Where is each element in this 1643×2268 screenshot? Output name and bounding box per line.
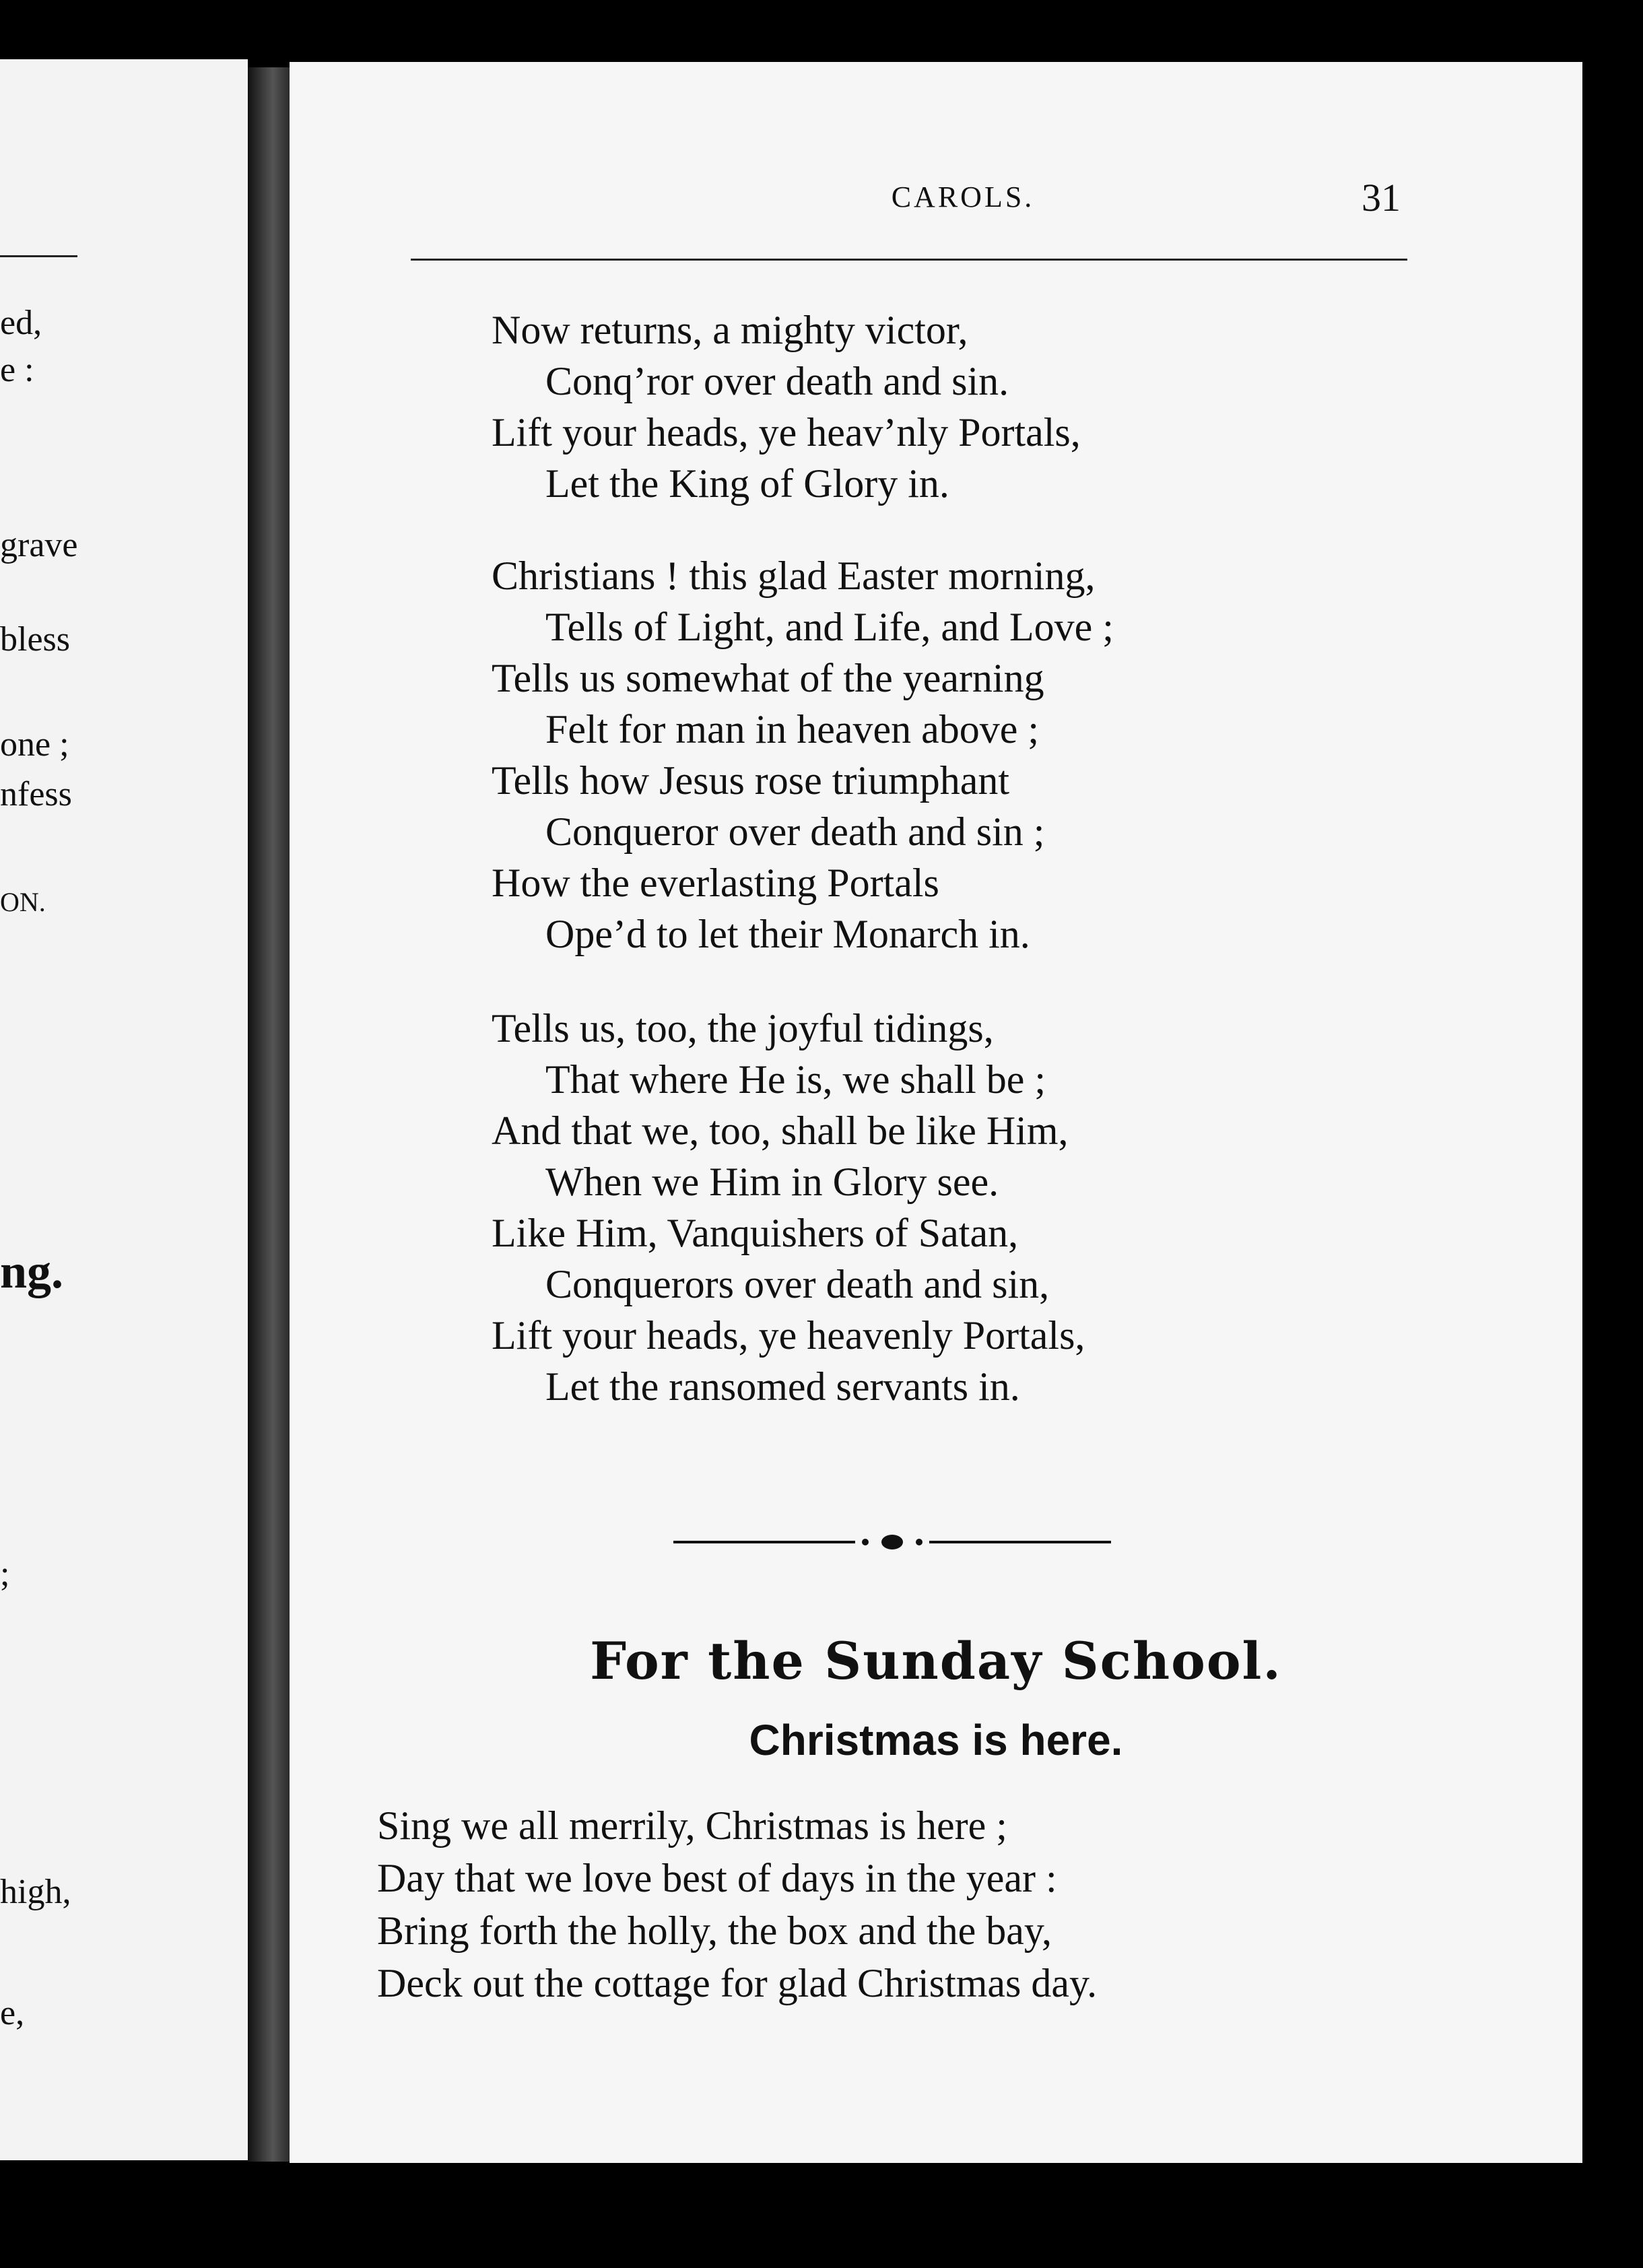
poem-line: Like Him, Vanquishers of Satan, <box>492 1211 1019 1255</box>
poem-line: Now returns, a mighty victor, <box>492 308 968 352</box>
poem-line: Let the King of Glory in. <box>545 461 949 506</box>
left-fragment: e : <box>0 351 34 389</box>
poem-line: Let the ransomed servants in. <box>545 1364 1020 1409</box>
left-fragment: ON. <box>0 887 46 917</box>
page <box>290 62 1582 2163</box>
song-title: Christmas is here. <box>749 1716 1123 1764</box>
poem-line: Tells us, too, the joyful tidings, <box>492 1006 994 1050</box>
poem-line: How the everlasting Portals <box>492 861 939 905</box>
header-rule <box>411 259 1407 261</box>
poem-line: Tells of Light, and Life, and Love ; <box>545 605 1114 649</box>
poem-line: And that we, too, shall be like Him, <box>492 1108 1069 1153</box>
poem-line: Felt for man in heaven above ; <box>545 707 1040 752</box>
left-fragment: ; <box>0 1555 10 1593</box>
poem-line: Conq’ror over death and sin. <box>545 359 1009 403</box>
page-number: 31 <box>1362 176 1401 220</box>
page-header <box>290 62 1582 264</box>
song-line: Day that we love best of days in the year : <box>377 1856 1057 1900</box>
poem-line: Lift your heads, ye heav’nly Portals, <box>492 410 1081 455</box>
poem-line: When we Him in Glory see. <box>545 1160 999 1204</box>
left-fragment: one ; <box>0 725 69 764</box>
running-title: CAROLS. <box>891 180 1035 213</box>
left-fragment: ed, <box>0 304 42 342</box>
left-fragment: grave <box>0 526 78 564</box>
poem-line: Conqueror over death and sin ; <box>545 809 1045 854</box>
poem-line: Tells us somewhat of the yearning <box>492 656 1044 700</box>
poem-line: Ope’d to let their Monarch in. <box>545 912 1030 956</box>
left-fragment-heading: ng. <box>0 1244 64 1298</box>
song-line: Sing we all merrily, Christmas is here ; <box>377 1803 1007 1848</box>
left-fragment: e, <box>0 1994 25 2032</box>
poem-stanza <box>492 1003 1434 1412</box>
left-header-rule <box>0 255 77 257</box>
song-line: Bring forth the holly, the box and the bay, <box>377 1908 1052 1953</box>
poem-stanza <box>492 304 1434 509</box>
poem-stanza <box>492 550 1434 960</box>
poem-line: Christians ! this glad Easter morning, <box>492 554 1096 598</box>
left-facing-page <box>0 59 248 2160</box>
left-fragment: nfess <box>0 775 72 813</box>
left-fragment: bless <box>0 620 70 659</box>
ornament-divider <box>673 1532 1111 1552</box>
section-title: For the Sunday School. <box>590 1631 1282 1691</box>
song-line: Deck out the cottage for glad Christmas day. <box>377 1961 1098 2005</box>
left-fragment: high, <box>0 1873 71 1911</box>
poem-line: That where He is, we shall be ; <box>545 1057 1046 1102</box>
poem-line: Lift your heads, ye heavenly Portals, <box>492 1313 1085 1358</box>
book-spine <box>248 67 290 2162</box>
poem-line: Conquerors over death and sin, <box>545 1262 1050 1306</box>
song-stanza <box>377 1799 1454 2009</box>
poem-line: Tells how Jesus rose triumphant <box>492 758 1010 803</box>
